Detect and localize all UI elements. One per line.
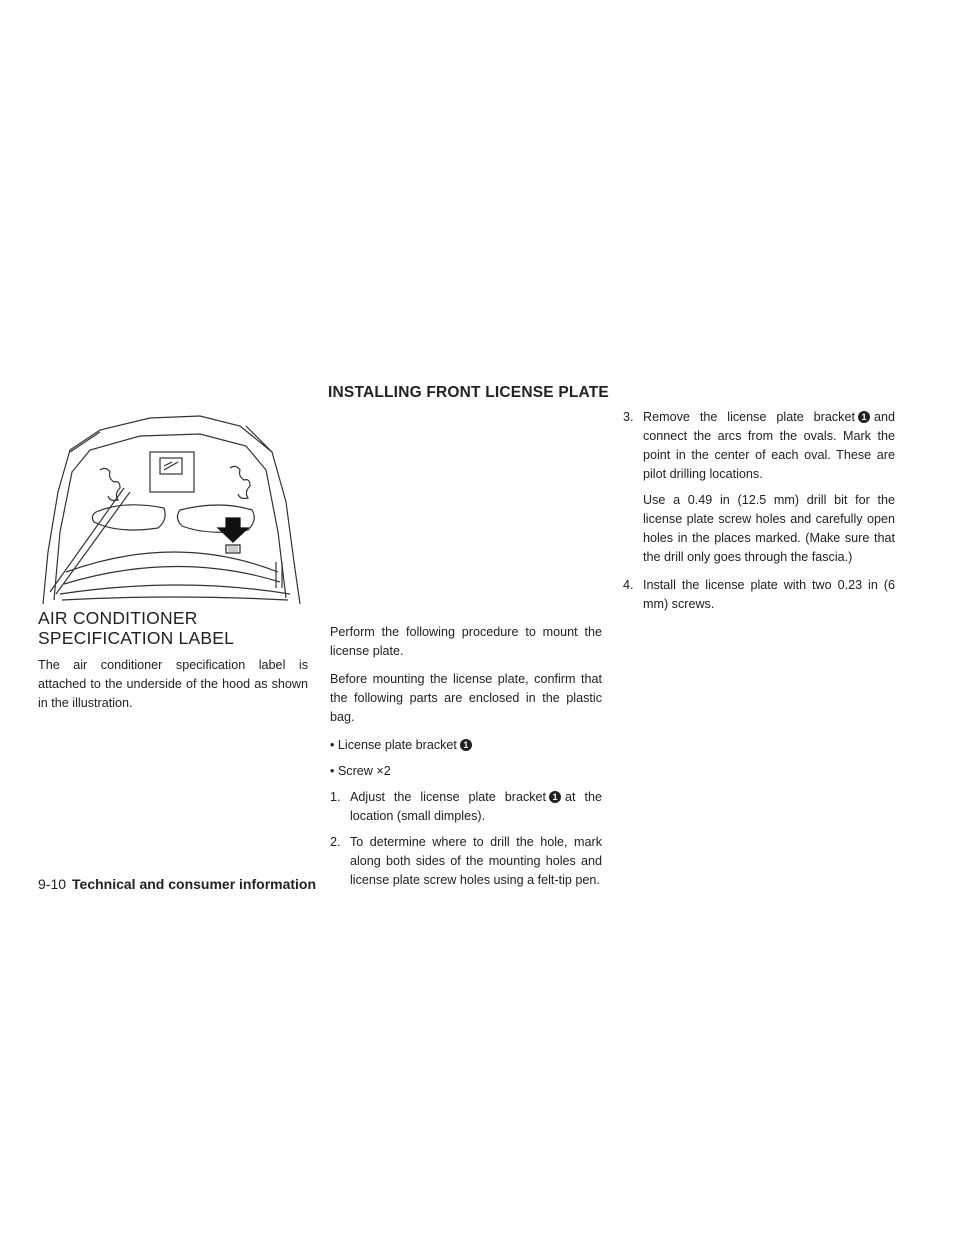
step-text-b: at the location (small dimples). [350, 790, 602, 823]
bullet-bracket [330, 736, 602, 755]
step-2 [330, 833, 602, 890]
license-steps-column-2 [623, 408, 895, 621]
step-1 [330, 788, 602, 826]
drill-note: Use a 0.49 in (12.5 mm) drill bit for the license plate screw holes and carefully open holes in the places marked. (Make sure that the drill only goes through the fascia.) [643, 493, 895, 564]
ac-section-body: The air conditioner specification label is attached to the underside of the hood as shown in the illustration. [38, 658, 308, 710]
parts-paragraph: Before mounting the license plate, confirm that the following parts are enclosed in the plastic bag. [330, 672, 602, 724]
step-number: 3. [623, 410, 634, 424]
step-text [643, 408, 895, 484]
callout-1-icon: 1 [549, 791, 561, 803]
license-section-title: INSTALLING FRONT LICENSE PLATE [328, 384, 609, 401]
step-text: Install the license plate with two 0.23 in (6 mm) screws. [643, 578, 895, 611]
step-text-b: and connect the arcs from the ovals. Mark the point in the center of each oval. These are pilot drilling locations. [643, 410, 895, 481]
step-number: 4. [623, 578, 634, 592]
step-4 [623, 576, 895, 614]
step-3 [623, 408, 895, 484]
license-steps-column-1 [330, 623, 602, 897]
bullet-bracket-text: • License plate bracket [330, 738, 457, 752]
ac-section-title: AIR CONDITIONER SPECIFICATION LABEL [38, 608, 235, 648]
step-number: 1. [330, 790, 341, 804]
intro-paragraph: Perform the following procedure to mount the license plate. [330, 625, 602, 658]
callout-1-icon: 1 [858, 411, 870, 423]
page-footer [38, 876, 316, 892]
step-number: 2. [330, 835, 341, 849]
page-number: 9-10 [38, 876, 67, 892]
bullet-screw: • Screw ×2 [330, 764, 391, 778]
callout-1-icon: 1 [460, 739, 472, 751]
step-text-a: Remove the license plate bracket [643, 410, 855, 424]
hood-underside-illustration [40, 412, 302, 608]
section-name: Technical and consumer information [72, 876, 317, 892]
step-text [350, 788, 602, 826]
step-text: To determine where to drill the hole, mark along both sides of the mounting holes and license plate screw holes using a felt-tip pen. [350, 835, 602, 887]
step-text-a: Adjust the license plate bracket [350, 790, 547, 804]
